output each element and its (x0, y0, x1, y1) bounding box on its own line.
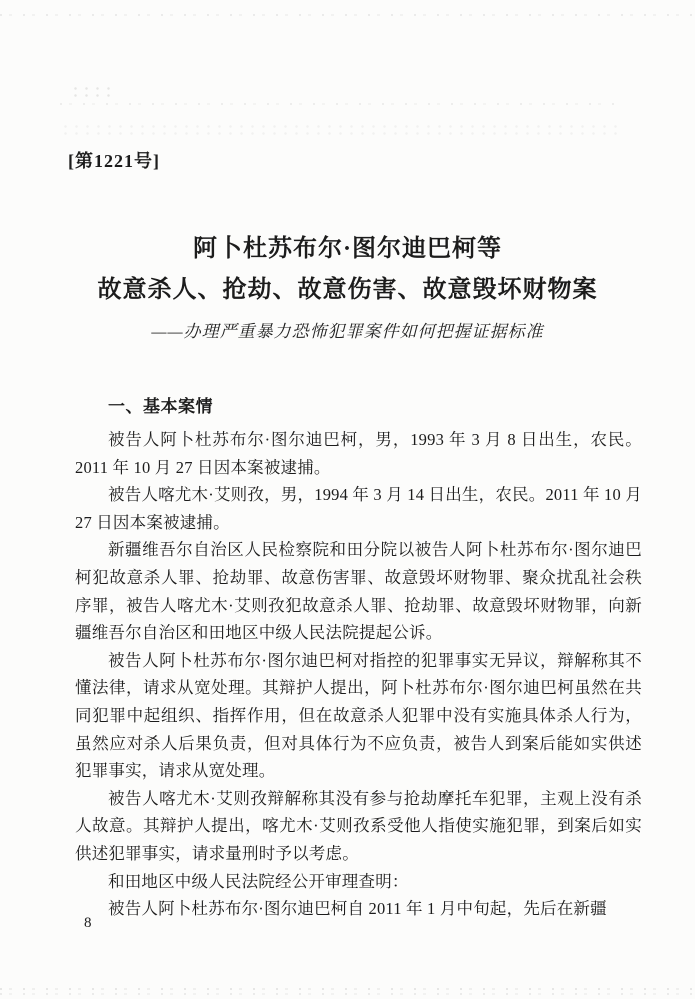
scan-noise-line (0, 14, 695, 16)
body-paragraph: 被告人喀尤木·艾则孜，男，1994 年 3 月 14 日出生，农民。2011 年 10 月 27 日因本案被逮捕。 (75, 485, 642, 532)
body-paragraph: 被告人阿卜杜苏布尔·图尔迪巴柯自 2011 年 1 月中旬起，先后在新疆 (108, 899, 607, 919)
body-paragraph: 被告人阿卜杜苏布尔·图尔迪巴柯对指控的犯罪事实无异议，辩解称其不懂法律，请求从宽处理。其辩护人提出，阿卜杜苏布尔·图尔迪巴柯虽然在共同犯罪中起组织、指挥作用，但在故意杀人犯罪中没有实施具体杀人行为，虽然应对杀人后果负责，但对具体行为不应负责，被告人到案后能如实供述犯罪事实，请求从宽处理。 (75, 650, 642, 781)
case-title-line-1: 阿卜杜苏布尔·图尔迪巴柯等 (192, 236, 502, 262)
section-heading-basic-facts: 一、基本案情 (108, 397, 213, 416)
scan-noise-line (60, 103, 620, 105)
case-subtitle: ——办理严重暴力恐怖犯罪案件如何把握证据标准 (151, 322, 544, 341)
case-title-line-2: 故意杀人、抢劫、故意伤害、故意毁坏财物案 (97, 277, 598, 303)
body-text (75, 426, 642, 923)
case-title (40, 229, 655, 311)
scan-speckle (60, 123, 620, 137)
scan-noise-line (0, 993, 695, 995)
scan-speckle (70, 85, 115, 101)
case-number: [第1221号] (68, 151, 160, 171)
body-paragraph: 被告人阿卜杜苏布尔·图尔迪巴柯，男，1993 年 3 月 8 日出生，农民。2011 年 10 月 27 日因本案被逮捕。 (75, 430, 642, 477)
body-paragraph: 新疆维吾尔自治区人民检察院和田分院以被告人阿卜杜苏布尔·图尔迪巴柯犯故意杀人罪、抢劫罪、故意伤害罪、故意毁坏财物罪、聚众扰乱社会秩序罪，被告人喀尤木·艾则孜犯故意杀人罪、抢劫罪、故意毁坏财物罪，向新疆维吾尔自治区和田地区中级人民法院提起公诉。 (75, 540, 642, 643)
body-paragraph: 被告人喀尤木·艾则孜辩解称其没有参与抢劫摩托车犯罪，主观上没有杀人故意。其辩护人提出，喀尤木·艾则孜系受他人指使实施犯罪，到案后如实供述犯罪事实，请求量刑时予以考虑。 (75, 788, 642, 863)
page-number: 8 (84, 915, 92, 931)
scan-noise-line (0, 988, 695, 990)
body-paragraph: 和田地区中级人民法院经公开审理查明： (108, 871, 409, 891)
